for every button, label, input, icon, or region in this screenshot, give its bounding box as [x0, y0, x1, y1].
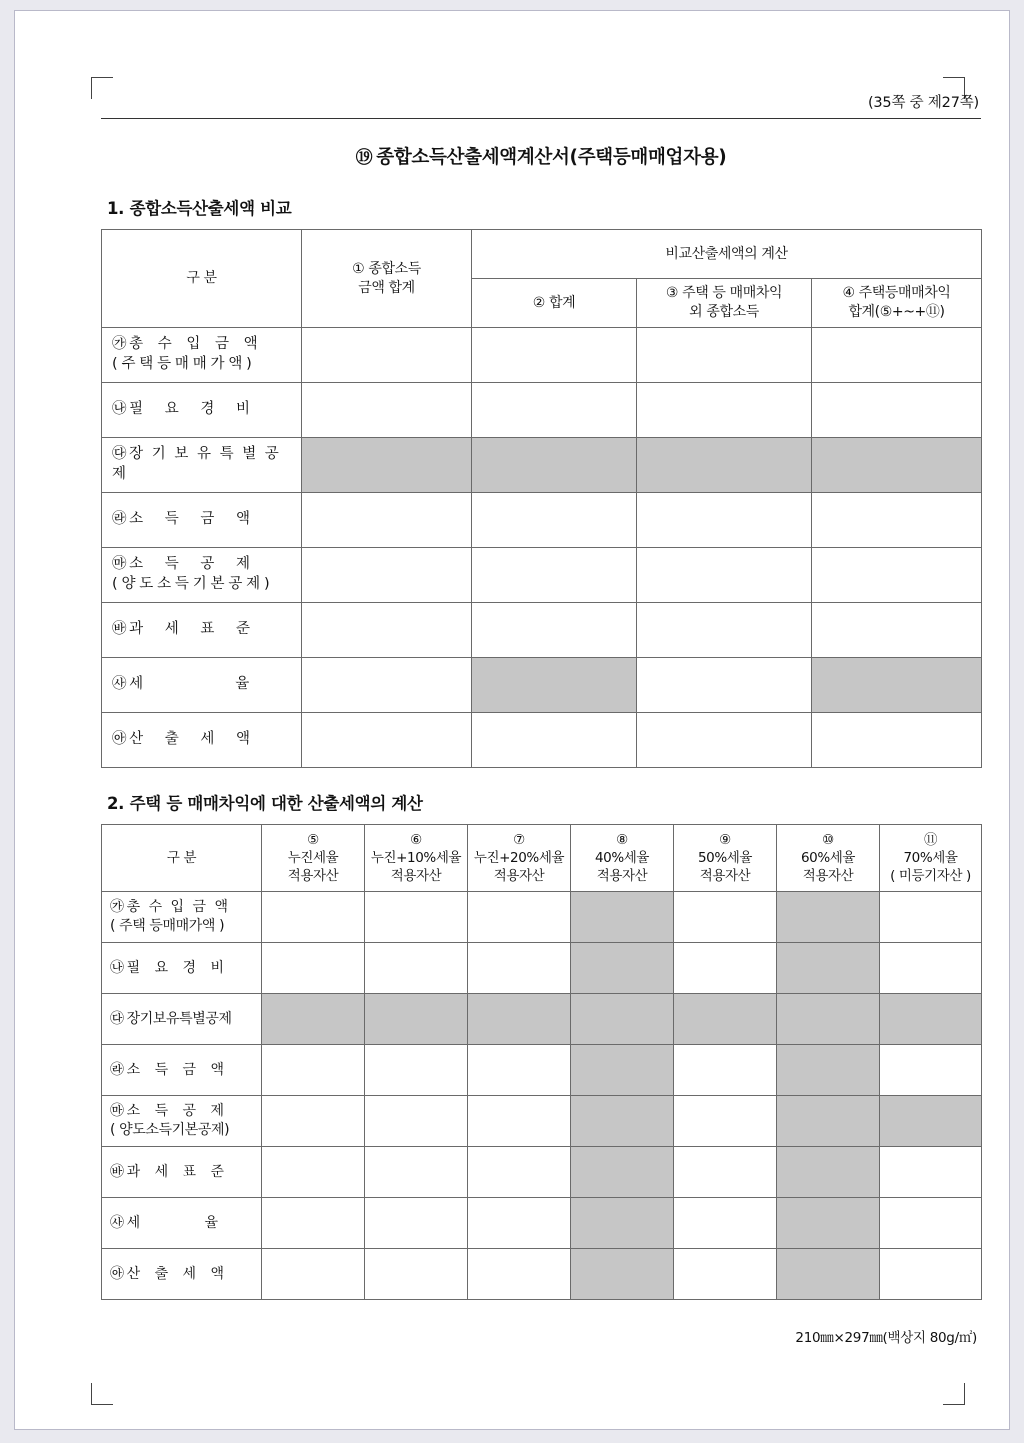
cell-s2-r1-c5[interactable] — [262, 892, 365, 943]
crop-mark-bottom-right — [943, 1383, 965, 1405]
cell-s2-r5-c8 — [571, 1096, 674, 1147]
header-group-comparison: 비교산출세액의 계산 — [472, 230, 982, 279]
cell-r1-c2[interactable] — [472, 328, 637, 383]
table-income-tax-comparison — [101, 229, 982, 768]
header-gubun: 구 분 — [102, 825, 262, 892]
cell-r3-c3 — [637, 438, 812, 493]
header-col10: ⑩ 60%세율 적용자산 — [777, 825, 880, 892]
row-label-income-amount: ㉱ 소 득 금 액 — [102, 1045, 262, 1096]
row-label-longterm-deduction: ㉰ 장기보유특별공제 — [102, 994, 262, 1045]
page-title — [101, 143, 981, 169]
cell-s2-r6-c5[interactable] — [262, 1147, 365, 1198]
table-row — [102, 1249, 982, 1300]
cell-s2-r1-c7[interactable] — [468, 892, 571, 943]
row-label-tax-base: ㉳ 과 세 표 준 — [102, 1147, 262, 1198]
cell-r7-c2 — [472, 658, 637, 713]
cell-s2-r4-c5[interactable] — [262, 1045, 365, 1096]
cell-s2-r7-c6[interactable] — [365, 1198, 468, 1249]
cell-r3-c1 — [302, 438, 472, 493]
cell-s2-r6-c6[interactable] — [365, 1147, 468, 1198]
cell-s2-r8-c9[interactable] — [674, 1249, 777, 1300]
cell-r5-c3[interactable] — [637, 548, 812, 603]
table-housing-trading-profit — [101, 824, 982, 1300]
table-row — [102, 994, 982, 1045]
title-text: 종합소득산출세액계산서(주택등매매업자용) — [376, 147, 727, 168]
cell-s2-r4-c6[interactable] — [365, 1045, 468, 1096]
cell-s2-r7-c9[interactable] — [674, 1198, 777, 1249]
cell-s2-r3-c9 — [674, 994, 777, 1045]
cell-s2-r8-c10 — [777, 1249, 880, 1300]
cell-r6-c3[interactable] — [637, 603, 812, 658]
cell-s2-r5-c5[interactable] — [262, 1096, 365, 1147]
cell-s2-r3-c11 — [880, 994, 982, 1045]
header-col7: ⑦ 누진+20%세율 적용자산 — [468, 825, 571, 892]
cell-r3-c2 — [472, 438, 637, 493]
cell-r4-c4[interactable] — [812, 493, 982, 548]
cell-r2-c4[interactable] — [812, 383, 982, 438]
cell-s2-r6-c11[interactable] — [880, 1147, 982, 1198]
cell-s2-r7-c5[interactable] — [262, 1198, 365, 1249]
table-header-row — [102, 825, 982, 892]
cell-s2-r2-c6[interactable] — [365, 943, 468, 994]
table-header-row — [102, 230, 982, 279]
header-col3: ③ 주택 등 매매차익 외 종합소득 — [637, 279, 812, 328]
cell-s2-r5-c7[interactable] — [468, 1096, 571, 1147]
cell-r1-c1[interactable] — [302, 328, 472, 383]
cell-r7-c1[interactable] — [302, 658, 472, 713]
cell-s2-r2-c9[interactable] — [674, 943, 777, 994]
cell-s2-r7-c8 — [571, 1198, 674, 1249]
title-mark: ⑲ — [355, 148, 373, 168]
table-row — [102, 658, 982, 713]
table-row — [102, 892, 982, 943]
cell-s2-r1-c9[interactable] — [674, 892, 777, 943]
cell-s2-r6-c10 — [777, 1147, 880, 1198]
cell-s2-r1-c10 — [777, 892, 880, 943]
cell-s2-r3-c10 — [777, 994, 880, 1045]
cell-s2-r1-c8 — [571, 892, 674, 943]
row-label-total-income: ㉮ 총 수 입 금 액 ( 주 택 등 매 매 가 액 ) — [102, 328, 302, 383]
cell-s2-r2-c7[interactable] — [468, 943, 571, 994]
cell-r4-c1[interactable] — [302, 493, 472, 548]
row-label-tax-rate: ㉴ 세 율 — [102, 1198, 262, 1249]
cell-r3-c4 — [812, 438, 982, 493]
cell-r5-c2[interactable] — [472, 548, 637, 603]
cell-s2-r8-c6[interactable] — [365, 1249, 468, 1300]
row-label-tax-base: ㉳ 과 세 표 준 — [102, 603, 302, 658]
cell-s2-r4-c10 — [777, 1045, 880, 1096]
cell-s2-r1-c6[interactable] — [365, 892, 468, 943]
cell-s2-r2-c11[interactable] — [880, 943, 982, 994]
row-label-income-deduction: ㉲ 소 득 공 제 ( 양 도 소 득 기 본 공 제 ) — [102, 548, 302, 603]
cell-s2-r5-c6[interactable] — [365, 1096, 468, 1147]
cell-r5-c4[interactable] — [812, 548, 982, 603]
table-row — [102, 548, 982, 603]
cell-r1-c4[interactable] — [812, 328, 982, 383]
cell-s2-r7-c11[interactable] — [880, 1198, 982, 1249]
cell-s2-r7-c7[interactable] — [468, 1198, 571, 1249]
header-col4: ④ 주택등매매차익 합계(⑤+~+⑪) — [812, 279, 982, 328]
cell-s2-r2-c10 — [777, 943, 880, 994]
cell-r7-c3[interactable] — [637, 658, 812, 713]
cell-r6-c4[interactable] — [812, 603, 982, 658]
row-label-income-amount: ㉱ 소 득 금 액 — [102, 493, 302, 548]
cell-r5-c1[interactable] — [302, 548, 472, 603]
cell-s2-r6-c8 — [571, 1147, 674, 1198]
cell-s2-r5-c11 — [880, 1096, 982, 1147]
cell-s2-r8-c11[interactable] — [880, 1249, 982, 1300]
table-row — [102, 943, 982, 994]
cell-r6-c2[interactable] — [472, 603, 637, 658]
section-spacer — [101, 768, 981, 790]
cell-s2-r2-c8 — [571, 943, 674, 994]
row-label-total-income: ㉮ 총 수 입 금 액 ( 주택 등매매가액 ) — [102, 892, 262, 943]
cell-s2-r6-c9[interactable] — [674, 1147, 777, 1198]
crop-mark-bottom-left — [91, 1383, 113, 1405]
header-col9: ⑨ 50%세율 적용자산 — [674, 825, 777, 892]
cell-s2-r1-c11[interactable] — [880, 892, 982, 943]
row-label-income-deduction: ㉲ 소 득 공 제 ( 양도소득기본공제) — [102, 1096, 262, 1147]
header-col2: ② 합계 — [472, 279, 637, 328]
page-marker: (35쪽 중 제27쪽) — [867, 95, 979, 111]
cell-s2-r7-c10 — [777, 1198, 880, 1249]
cell-s2-r4-c8 — [571, 1045, 674, 1096]
header-col6: ⑥ 누진+10%세율 적용자산 — [365, 825, 468, 892]
cell-r8-c3[interactable] — [637, 713, 812, 768]
cell-s2-r3-c7 — [468, 994, 571, 1045]
header-gubun: 구 분 — [102, 230, 302, 328]
header-col11: ⑪ 70%세율 ( 미등기자산 ) — [880, 825, 982, 892]
table-row — [102, 438, 982, 493]
section-2-title: 2. 주택 등 매매차익에 대한 산출세액의 계산 — [107, 794, 423, 813]
cell-s2-r3-c8 — [571, 994, 674, 1045]
document-content — [101, 91, 981, 1346]
cell-r7-c4 — [812, 658, 982, 713]
cell-s2-r4-c7[interactable] — [468, 1045, 571, 1096]
cell-r2-c1[interactable] — [302, 383, 472, 438]
header-col8: ⑧ 40%세율 적용자산 — [571, 825, 674, 892]
cell-s2-r4-c11[interactable] — [880, 1045, 982, 1096]
cell-s2-r6-c7[interactable] — [468, 1147, 571, 1198]
cell-r4-c2[interactable] — [472, 493, 637, 548]
cell-s2-r3-c6 — [365, 994, 468, 1045]
table-row — [102, 603, 982, 658]
table-row — [102, 328, 982, 383]
row-label-necessary-expenses: ㉯ 필 요 경 비 — [102, 383, 302, 438]
header-col1: ① 종합소득 금액 합계 — [302, 230, 472, 328]
cell-r2-c2[interactable] — [472, 383, 637, 438]
cell-s2-r2-c5[interactable] — [262, 943, 365, 994]
header-divider — [101, 118, 981, 119]
row-label-necessary-expenses: ㉯ 필 요 경 비 — [102, 943, 262, 994]
cell-r1-c3[interactable] — [637, 328, 812, 383]
cell-r8-c2[interactable] — [472, 713, 637, 768]
cell-s2-r8-c8 — [571, 1249, 674, 1300]
cell-s2-r8-c5[interactable] — [262, 1249, 365, 1300]
cell-s2-r8-c7[interactable] — [468, 1249, 571, 1300]
document-page — [14, 10, 1010, 1430]
row-label-calculated-tax: ㉵ 산 출 세 액 — [102, 1249, 262, 1300]
section-1-title: 1. 종합소득산출세액 비교 — [107, 199, 292, 218]
table-row — [102, 1045, 982, 1096]
cell-s2-r4-c9[interactable] — [674, 1045, 777, 1096]
row-label-longterm-deduction: ㉰ 장 기 보 유 특 별 공 제 — [102, 438, 302, 493]
table-row — [102, 1198, 982, 1249]
table-row — [102, 383, 982, 438]
header-col5: ⑤ 누진세율 적용자산 — [262, 825, 365, 892]
table-row — [102, 1147, 982, 1198]
cell-s2-r5-c10 — [777, 1096, 880, 1147]
cell-r8-c4[interactable] — [812, 713, 982, 768]
paper-spec-note: 210㎜×297㎜(백상지 80g/㎡) — [795, 1330, 977, 1346]
row-label-tax-rate: ㉴ 세 율 — [102, 658, 302, 713]
cell-r2-c3[interactable] — [637, 383, 812, 438]
cell-r8-c1[interactable] — [302, 713, 472, 768]
row-label-calculated-tax: ㉵ 산 출 세 액 — [102, 713, 302, 768]
cell-r4-c3[interactable] — [637, 493, 812, 548]
cell-s2-r5-c9[interactable] — [674, 1096, 777, 1147]
table-row — [102, 493, 982, 548]
table-row — [102, 1096, 982, 1147]
cell-s2-r3-c5 — [262, 994, 365, 1045]
table-row — [102, 713, 982, 768]
cell-r6-c1[interactable] — [302, 603, 472, 658]
